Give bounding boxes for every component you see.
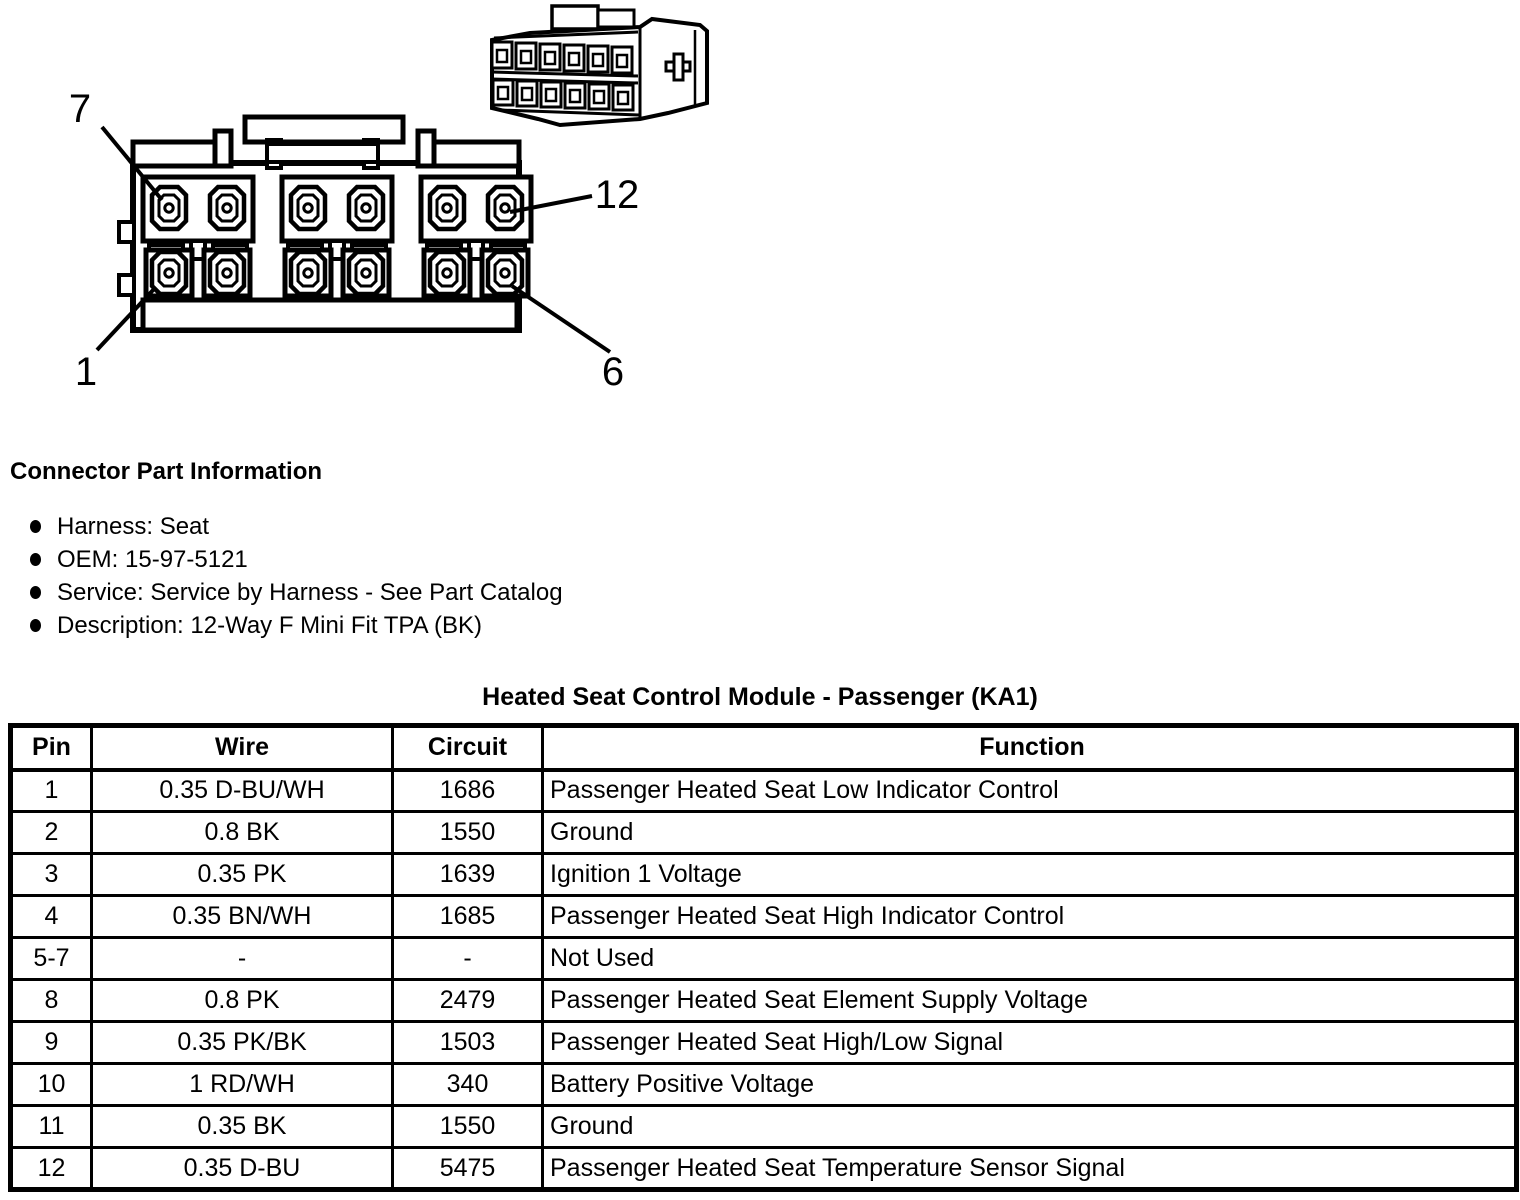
part-info-harness: Harness: Seat [57,512,210,540]
pin-6-label: 6 [601,350,625,394]
part-info-description: Description: 12-Way F Mini Fit TPA (BK) [57,611,482,639]
part-info-service: Service: Service by Harness - See Part Catalog [57,578,563,606]
latch-tab-right [418,131,434,166]
circuit-cell: 1550 [393,1106,543,1148]
circuit-cell: 5475 [393,1148,543,1190]
pin-cell: 5-7 [11,938,92,980]
list-item [30,510,563,543]
terminal-10 [349,187,383,229]
bullet-icon [30,520,41,533]
list-item [30,609,563,642]
part-info-list [30,510,563,642]
pin-cell: 11 [11,1106,92,1148]
table-row [11,896,1517,938]
header-row [11,726,1517,770]
pin-cell: 12 [11,1148,92,1190]
column-header-pin: Pin [11,726,92,770]
function-cell: Passenger Heated Seat Low Indicator Control [543,770,1517,812]
function-cell: Ignition 1 Voltage [543,854,1517,896]
list-item [30,543,563,576]
table-row [11,1022,1517,1064]
pin-1-label: 1 [74,350,98,394]
wire-cell: 0.35 PK [92,854,393,896]
connector-front-view [119,117,531,330]
circuit-cell: 1550 [393,812,543,854]
pin-cell: 3 [11,854,92,896]
terminal-4 [349,252,383,294]
circuit-cell: 1503 [393,1022,543,1064]
pin-cell: 2 [11,812,92,854]
circuit-cell: 2479 [393,980,543,1022]
table-row [11,1064,1517,1106]
pin-12-label: 12 [594,173,640,217]
pin-cell: 9 [11,1022,92,1064]
function-cell: Passenger Heated Seat High Indicator Control [543,896,1517,938]
part-info-oem: OEM: 15-97-5121 [57,545,248,573]
pin-cell: 8 [11,980,92,1022]
bullet-icon [30,619,41,632]
terminal-2 [210,252,244,294]
wire-cell: 0.35 BN/WH [92,896,393,938]
pin-cell: 1 [11,770,92,812]
table-row [11,1106,1517,1148]
column-header-function: Function [543,726,1517,770]
pin-cell: 10 [11,1064,92,1106]
function-cell: Passenger Heated Seat Temperature Sensor Signal [543,1148,1517,1190]
wire-cell: 0.35 D-BU [92,1148,393,1190]
table-row [11,770,1517,812]
function-cell: Not Used [543,938,1517,980]
terminal-5 [430,252,464,294]
wire-cell: 0.8 PK [92,980,393,1022]
pinout-table [8,723,1519,1192]
column-header-circuit: Circuit [393,726,543,770]
terminal-12 [488,187,522,229]
pin-6-callout [512,286,624,394]
connector-3d-view [492,6,707,125]
function-cell: Battery Positive Voltage [543,1064,1517,1106]
circuit-cell: 1639 [393,854,543,896]
function-cell: Ground [543,1106,1517,1148]
bullet-icon [30,553,41,566]
wire-cell: 0.35 BK [92,1106,393,1148]
list-item [30,576,563,609]
column-header-wire: Wire [92,726,393,770]
wire-cell: 1 RD/WH [92,1064,393,1106]
table-row [11,854,1517,896]
wire-cell: 0.8 BK [92,812,393,854]
connector-diagram [0,0,760,450]
wire-cell: 0.35 D-BU/WH [92,770,393,812]
table-row [11,812,1517,854]
table-row [11,938,1517,980]
bullet-icon [30,586,41,599]
wire-cell: 0.35 PK/BK [92,1022,393,1064]
pin-7-label: 7 [68,87,92,131]
circuit-cell: - [393,938,543,980]
table-row [11,1148,1517,1190]
function-cell: Passenger Heated Seat High/Low Signal [543,1022,1517,1064]
part-info-heading: Connector Part Information [10,458,323,485]
wire-cell: - [92,938,393,980]
function-cell: Ground [543,812,1517,854]
circuit-cell: 1686 [393,770,543,812]
terminal-9 [291,187,325,229]
terminal-1 [152,252,186,294]
table-row [11,980,1517,1022]
terminal-8 [210,187,244,229]
circuit-cell: 1685 [393,896,543,938]
pinout-table-title: Heated Seat Control Module - Passenger (KA1) [482,683,1038,711]
terminal-3 [291,252,325,294]
latch-tab-left [215,131,231,166]
function-cell: Passenger Heated Seat Element Supply Voltage [543,980,1517,1022]
circuit-cell: 340 [393,1064,543,1106]
terminal-11 [430,187,464,229]
pin-cell: 4 [11,896,92,938]
